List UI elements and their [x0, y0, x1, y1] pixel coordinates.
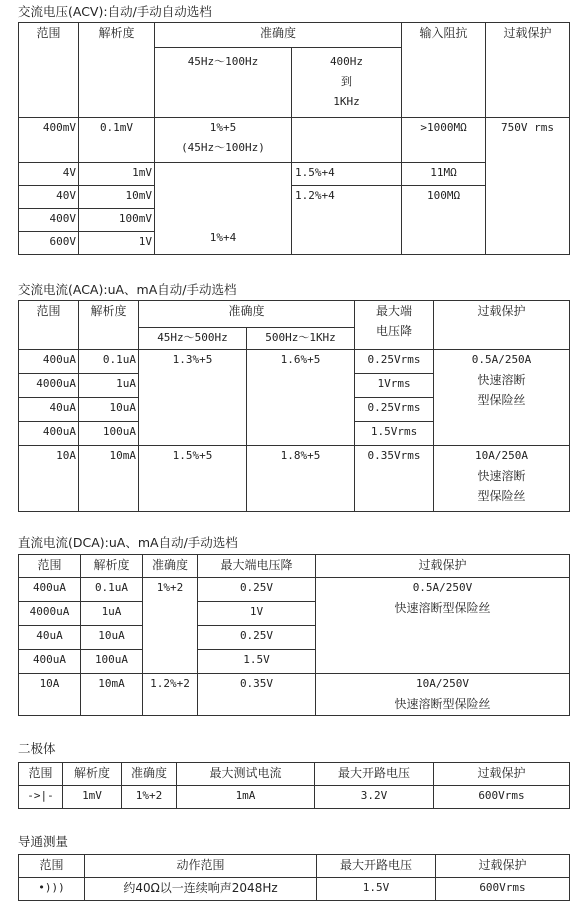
diode-cell-accuracy: 1%+2	[122, 786, 177, 809]
dca-section-title: 直流电流(DCA):uA、mA自动/手动选档	[18, 535, 238, 550]
aca-cell-range: 40uA	[19, 398, 79, 422]
aca-cell-drop: 1Vrms	[355, 374, 434, 398]
acv-cell-acc2	[292, 118, 402, 163]
aca-cell-resolution: 0.1uA	[79, 350, 139, 374]
acv-header-freq-high-l1: 400Hz	[329, 55, 364, 68]
dca-prot1-rating: 0.5A/250V	[412, 581, 473, 594]
continuity-section-title: 导通测量	[18, 834, 69, 849]
aca-prot1-rating: 0.5A/250A	[471, 353, 532, 366]
continuity-header-range: 范围	[19, 855, 85, 878]
diode-header-voltage: 最大开路电压	[315, 763, 434, 786]
dca-cell-drop: 0.25V	[198, 626, 316, 650]
aca-cell-drop: 0.25Vrms	[355, 350, 434, 374]
aca-cell-resolution: 10mA	[79, 446, 139, 512]
acv-cell-resolution: 1mV	[79, 163, 155, 186]
dca-header-drop: 最大端电压降	[198, 555, 316, 578]
aca-header-freq-low: 45Hz～500Hz	[139, 328, 247, 350]
acv-cell-protection: 750V rms	[486, 118, 570, 255]
diode-cell-resolution: 1mV	[63, 786, 122, 809]
diode-header-resolution: 解析度	[63, 763, 122, 786]
dca-cell-drop: 1V	[198, 602, 316, 626]
dca-cell-acc: 1%+2	[143, 578, 198, 674]
aca-header-max-drop-l2: 电压降	[376, 324, 413, 338]
acv-cell-acc1-merged: 1%+4	[155, 163, 292, 255]
aca-prot2-l2: 快速溶断	[477, 469, 526, 483]
acv-cell-resolution: 1V	[79, 232, 155, 255]
acv-header-range: 范围	[19, 23, 79, 118]
dca-cell-range: 400uA	[19, 578, 81, 602]
dca-header-range: 范围	[19, 555, 81, 578]
acv-cell-range: 4V	[19, 163, 79, 186]
aca-cell-acc2: 1.6%+5	[247, 350, 355, 446]
dca-cell-resolution: 10uA	[81, 626, 143, 650]
acv-cell-range: 40V	[19, 186, 79, 209]
dca-prot2-l2: 快速溶断型保险丝	[394, 697, 491, 711]
acv-table	[18, 22, 570, 255]
dca-cell-acc: 1.2%+2	[143, 674, 198, 716]
dca-cell-resolution: 10mA	[81, 674, 143, 716]
aca-header-resolution: 解析度	[79, 301, 139, 350]
dca-cell-drop: 0.35V	[198, 674, 316, 716]
diode-header-protection: 过载保护	[434, 763, 570, 786]
table-row	[19, 578, 570, 602]
aca-header-max-drop-l1: 最大端	[376, 304, 413, 318]
dca-header-accuracy: 准确度	[143, 555, 198, 578]
dca-cell-resolution: 100uA	[81, 650, 143, 674]
acv-cell-impedance: 100MΩ	[402, 186, 486, 255]
acv-header-freq-high-l3: 1KHz	[333, 95, 360, 108]
aca-prot2-l3: 型保险丝	[477, 489, 526, 503]
aca-cell-resolution: 10uA	[79, 398, 139, 422]
aca-cell-range: 4000uA	[19, 374, 79, 398]
dca-prot2-rating: 10A/250V	[416, 677, 469, 690]
table-row	[19, 878, 570, 901]
acv-cell-acc1-note: (45Hz～100Hz)	[181, 141, 265, 154]
table-row	[19, 446, 570, 512]
dca-cell-resolution: 1uA	[81, 602, 143, 626]
dca-header-resolution: 解析度	[81, 555, 143, 578]
diode-header-range: 范围	[19, 763, 63, 786]
aca-cell-acc2: 1.8%+5	[247, 446, 355, 512]
continuity-header-action: 动作范围	[85, 855, 317, 878]
acv-cell-resolution: 10mV	[79, 186, 155, 209]
acv-cell-range: 400V	[19, 209, 79, 232]
aca-table	[18, 300, 570, 512]
aca-header-range: 范围	[19, 301, 79, 350]
continuity-cell-voltage: 1.5V	[317, 878, 436, 901]
aca-header-protection: 过载保护	[434, 301, 570, 350]
continuity-cell-action: 约40Ω以一连续响声2048Hz	[85, 878, 317, 901]
diode-cell-range: ->|-	[19, 786, 63, 809]
aca-cell-resolution: 1uA	[79, 374, 139, 398]
aca-cell-drop: 1.5Vrms	[355, 422, 434, 446]
aca-prot1-l3: 型保险丝	[477, 393, 526, 407]
acv-header-protection: 过载保护	[486, 23, 570, 118]
aca-cell-drop: 0.35Vrms	[355, 446, 434, 512]
dca-header-protection: 过载保护	[316, 555, 570, 578]
table-row	[19, 350, 570, 374]
acv-cell-range: 600V	[19, 232, 79, 255]
acv-cell-impedance: 11MΩ	[402, 163, 486, 186]
dca-table	[18, 554, 570, 716]
aca-cell-range: 10A	[19, 446, 79, 512]
dca-cell-range: 40uA	[19, 626, 81, 650]
continuity-cell-range: •)))	[19, 878, 85, 901]
acv-header-freq-low: 45Hz～100Hz	[155, 48, 292, 118]
aca-cell-resolution: 100uA	[79, 422, 139, 446]
diode-section-title: 二极体	[18, 741, 56, 756]
aca-header-freq-high: 500Hz～1KHz	[247, 328, 355, 350]
acv-section-title: 交流电压(ACV):自动/手动自动选档	[18, 4, 212, 19]
table-row	[19, 674, 570, 716]
diode-cell-current: 1mA	[177, 786, 315, 809]
acv-cell-range: 400mV	[19, 118, 79, 163]
acv-cell-resolution: 100mV	[79, 209, 155, 232]
acv-cell-acc2: 1.2%+4	[292, 186, 402, 255]
table-row	[19, 786, 570, 809]
dca-cell-range: 400uA	[19, 650, 81, 674]
continuity-table	[18, 854, 570, 901]
acv-cell-acc1: 1%+5	[209, 121, 237, 134]
dca-cell-range: 4000uA	[19, 602, 81, 626]
continuity-cell-protection: 600Vrms	[436, 878, 570, 901]
acv-cell-acc2: 1.5%+4	[292, 163, 402, 186]
diode-cell-voltage: 3.2V	[315, 786, 434, 809]
dca-prot1-l2: 快速溶断型保险丝	[394, 601, 491, 615]
aca-cell-range: 400uA	[19, 422, 79, 446]
diode-cell-protection: 600Vrms	[434, 786, 570, 809]
continuity-header-protection: 过载保护	[436, 855, 570, 878]
aca-cell-acc1: 1.3%+5	[139, 350, 247, 446]
dca-cell-range: 10A	[19, 674, 81, 716]
dca-cell-resolution: 0.1uA	[81, 578, 143, 602]
diode-table	[18, 762, 570, 809]
acv-header-accuracy: 准确度	[155, 23, 402, 48]
diode-header-current: 最大测试电流	[177, 763, 315, 786]
diode-header-accuracy: 准确度	[122, 763, 177, 786]
aca-prot2-rating: 10A/250A	[475, 449, 528, 462]
dca-cell-drop: 0.25V	[198, 578, 316, 602]
acv-cell-impedance: >1000MΩ	[402, 118, 486, 163]
continuity-header-voltage: 最大开路电压	[317, 855, 436, 878]
table-row	[19, 118, 570, 163]
acv-header-resolution: 解析度	[79, 23, 155, 118]
aca-section-title: 交流电流(ACA):uA、mA自动/手动选档	[18, 282, 237, 297]
aca-cell-acc1: 1.5%+5	[139, 446, 247, 512]
acv-header-freq-high-l2: 到	[341, 75, 352, 88]
acv-header-impedance: 输入阻抗	[402, 23, 486, 118]
acv-cell-resolution: 0.1mV	[79, 118, 155, 163]
dca-cell-drop: 1.5V	[198, 650, 316, 674]
aca-prot1-l2: 快速溶断	[477, 373, 526, 387]
aca-cell-drop: 0.25Vrms	[355, 398, 434, 422]
aca-header-accuracy: 准确度	[139, 301, 355, 328]
aca-cell-range: 400uA	[19, 350, 79, 374]
